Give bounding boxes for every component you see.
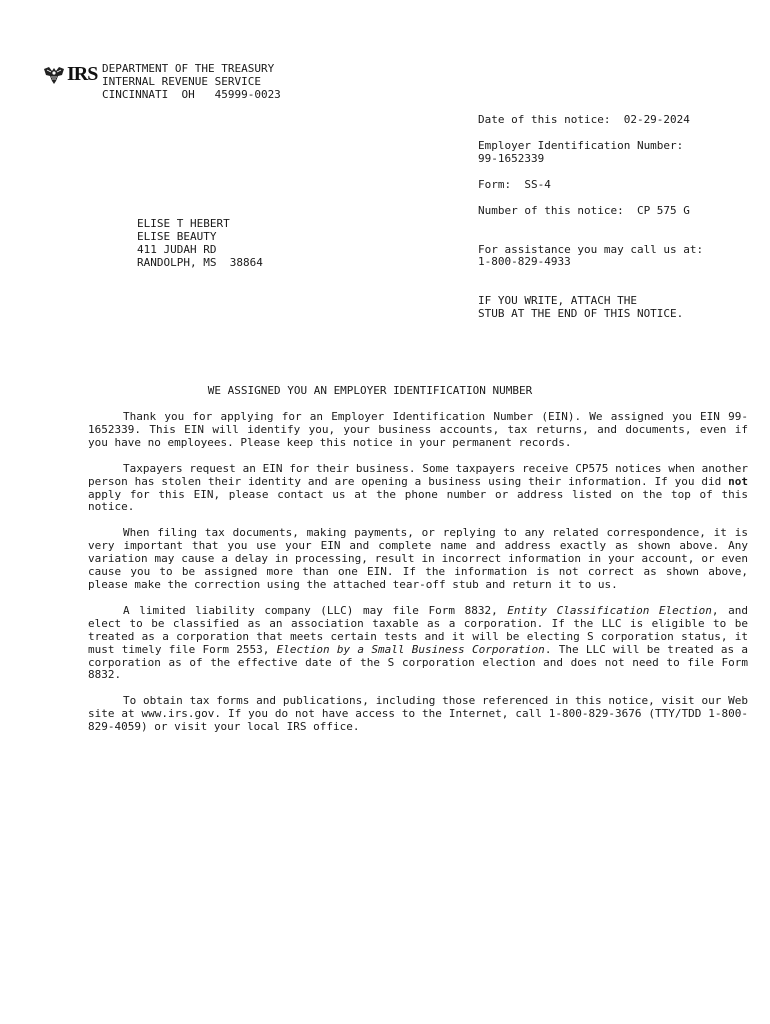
form-line: Form: SS-4 — [478, 177, 551, 191]
ein-label: Employer Identification Number: — [478, 138, 684, 152]
paragraph: To obtain tax forms and publications, including those referenced in this notice, visit our Web site at www.irs.gov. If you do not have access to the Internet, call 1-800-829-3676 (TTY/TDD 1-800-829-4059) or visit your local IRS office. — [88, 694, 748, 734]
notice-heading: WE ASSIGNED YOU AN EMPLOYER IDENTIFICATION NUMBER — [207, 384, 533, 397]
agency-line: DEPARTMENT OF THE TREASURY — [102, 62, 275, 75]
irs-logo-text: IRS — [67, 63, 98, 85]
assistance-label: For assistance you may call us at: — [478, 242, 704, 256]
paragraph: When filing tax documents, making payments, or replying to any related correspondence, it is very important that you use your EIN and complete name and address exactly as shown above. Any variation may cause a delay in processing, result in incorrect information in your account, or even cause you to be assigned more than one EIN. If the information is not correct as shown above, please make the correction using the attached tear-off stub and return it to us. — [88, 526, 748, 591]
form-title-8832: Entity Classification Election — [507, 603, 712, 617]
recipient-line: RANDOLPH, MS 38864 — [137, 255, 263, 269]
notice-number: Number of this notice: CP 575 G — [478, 203, 690, 217]
emphasis-not: not — [728, 474, 748, 488]
agency-line: INTERNAL REVENUE SERVICE — [102, 74, 261, 88]
notice-body — [88, 411, 748, 747]
paragraph: Thank you for applying for an Employer Identification Number (EIN). We assigned you EIN 99-1652339. This EIN will identify you, your business accounts, tax returns, and documents, even if you have no employees. Please keep this notice in your permanent records. — [88, 410, 748, 449]
form-title-2553: Election by a Small Business Corporation — [276, 642, 545, 656]
recipient-line: ELISE BEAUTY — [137, 229, 217, 243]
notice-date: Date of this notice: 02-29-2024 — [478, 113, 690, 126]
agency-line: CINCINNATI OH 45999-0023 — [102, 87, 281, 101]
irs-eagle-icon — [42, 65, 66, 85]
recipient-line: 411 JUDAH RD — [137, 242, 217, 256]
paragraph: A limited liability company (LLC) may file Form 8832, Entity Classification Election, and elect to be classified as an association taxable as a corporation. If the LLC is eligible to be treated as a corporation that meets certain tests and it will be electing S corporation status, it must timely file Form 2553, Election by a Small Business Corporation. The LLC will be treated as a corporation as of the effective date of the S corporation election and does not need to file Form 8832. — [88, 603, 749, 682]
write-instruction: IF YOU WRITE, ATTACH THE — [478, 294, 637, 308]
recipient-address — [137, 218, 263, 270]
assistance-phone: 1-800-829-4933 — [478, 255, 571, 269]
ein-value: 99-1652339 — [478, 151, 545, 165]
paragraph: Taxpayers request an EIN for their business. Some taxpayers receive CP575 notices when another person has stolen their identity and are opening a business using their information. If you did not apply for this EIN, please contact us at the phone number or address listed on the top of this notice. — [88, 461, 748, 514]
agency-address — [102, 63, 281, 102]
irs-logo — [42, 64, 97, 85]
notice-info — [478, 114, 763, 321]
recipient-line: ELISE T HEBERT — [137, 217, 230, 230]
write-instruction: STUB AT THE END OF THIS NOTICE. — [478, 307, 684, 321]
